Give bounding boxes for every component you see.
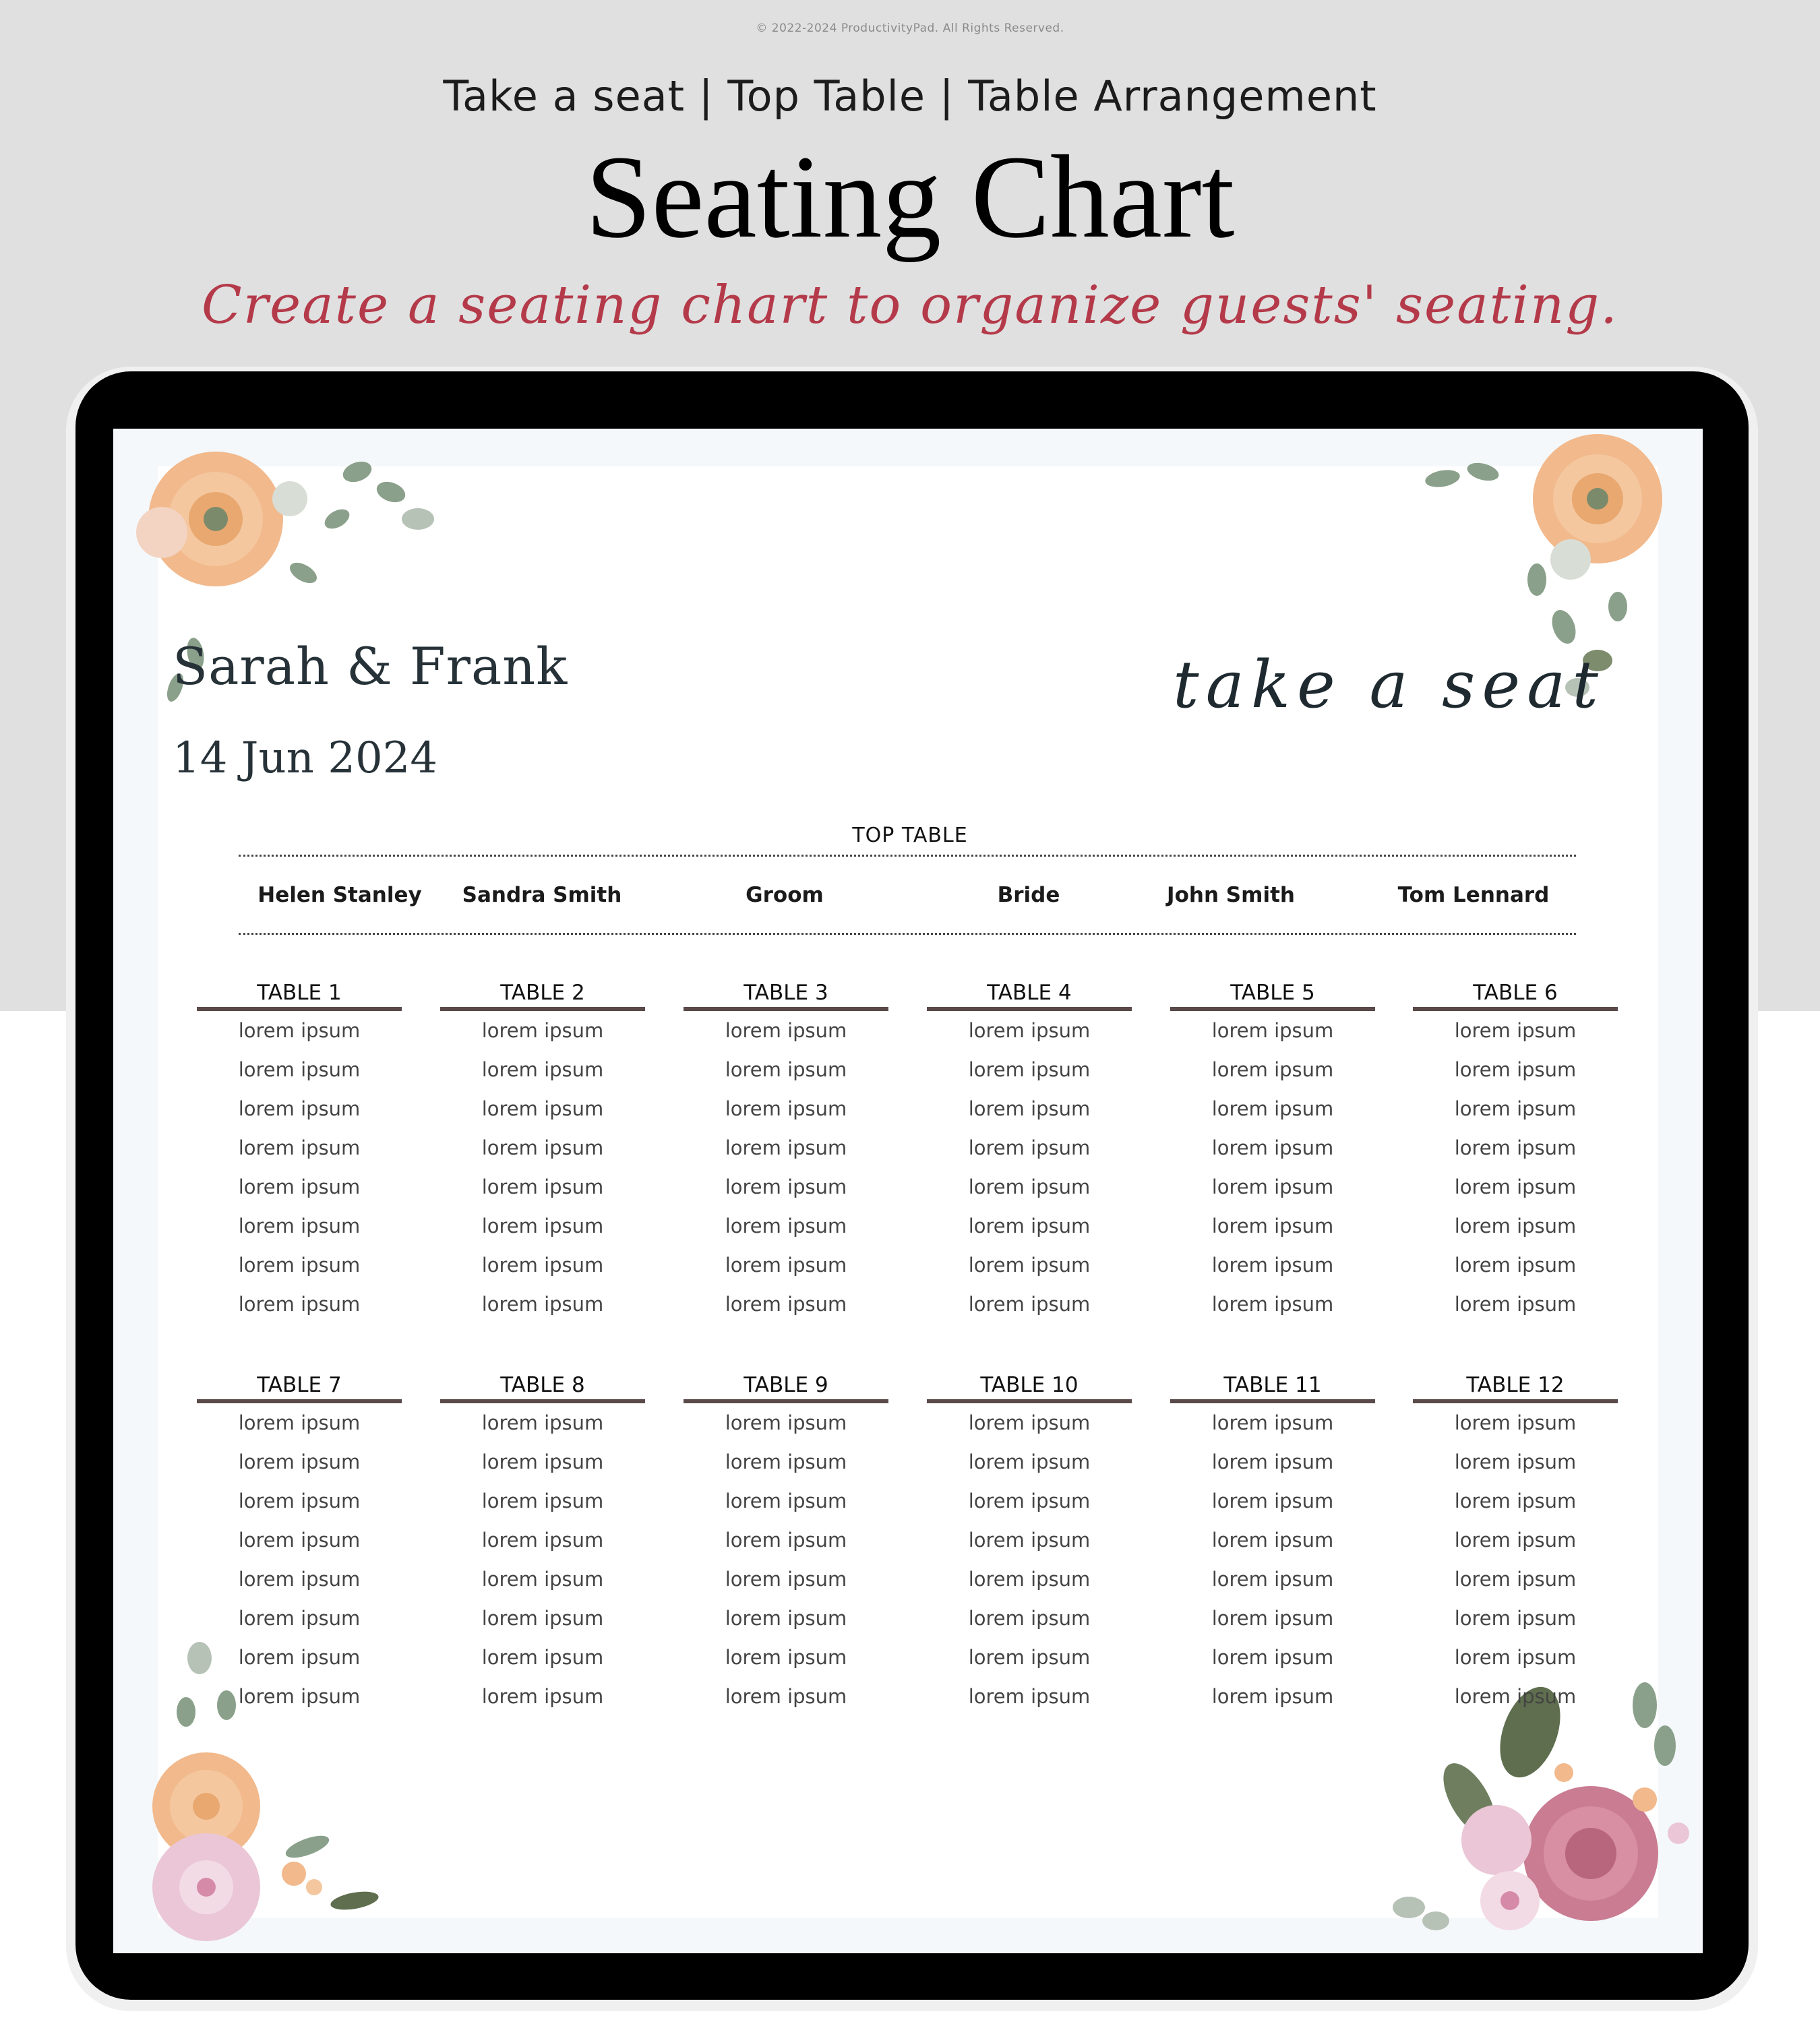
top-table-seat: Sandra Smith	[462, 883, 622, 907]
table-block	[440, 979, 645, 1324]
guest-entry[interactable]: lorem ipsum	[1454, 1490, 1577, 1512]
guest-entry[interactable]: lorem ipsum	[1211, 1685, 1334, 1708]
guest-entry[interactable]: lorem ipsum	[238, 1136, 361, 1159]
guest-entry[interactable]: lorem ipsum	[481, 1254, 604, 1277]
table-heading: TABLE 5	[1170, 979, 1375, 1011]
guest-entry[interactable]: lorem ipsum	[725, 1097, 847, 1120]
guest-entry[interactable]: lorem ipsum	[238, 1058, 361, 1081]
table-heading: TABLE 3	[684, 979, 888, 1011]
top-table-seat: Bride	[997, 883, 1060, 907]
guest-entry[interactable]: lorem ipsum	[968, 1019, 1091, 1042]
table-heading: TABLE 7	[197, 1371, 402, 1403]
table-heading: TABLE 9	[684, 1371, 888, 1403]
guest-entry[interactable]: lorem ipsum	[968, 1293, 1091, 1316]
guest-entry[interactable]: lorem ipsum	[1211, 1529, 1334, 1552]
table-heading: TABLE 6	[1413, 979, 1618, 1011]
guest-entry[interactable]: lorem ipsum	[481, 1411, 604, 1434]
top-table-seat: Helen Stanley	[257, 883, 422, 907]
guest-entry[interactable]: lorem ipsum	[725, 1019, 847, 1042]
guest-entry[interactable]: lorem ipsum	[968, 1097, 1091, 1120]
table-block	[1170, 1371, 1375, 1716]
guest-entry[interactable]: lorem ipsum	[968, 1254, 1091, 1277]
guest-entry[interactable]: lorem ipsum	[1454, 1685, 1577, 1708]
guest-entry[interactable]: lorem ipsum	[1454, 1058, 1577, 1081]
guest-entry[interactable]: lorem ipsum	[1454, 1607, 1577, 1630]
guest-entry[interactable]: lorem ipsum	[968, 1568, 1091, 1591]
guest-entry[interactable]: lorem ipsum	[1454, 1411, 1577, 1434]
guest-entry[interactable]: lorem ipsum	[1454, 1450, 1577, 1473]
table-heading: TABLE 8	[440, 1371, 645, 1403]
table-heading: TABLE 1	[197, 979, 402, 1011]
page-tagline: Create a seating chart to organize guests' seating.	[202, 275, 1618, 336]
guest-entry[interactable]: lorem ipsum	[238, 1293, 361, 1316]
table-heading: TABLE 4	[927, 979, 1132, 1011]
guest-entry[interactable]: lorem ipsum	[1211, 1490, 1334, 1512]
guest-entry[interactable]: lorem ipsum	[725, 1411, 847, 1434]
guest-entry[interactable]: lorem ipsum	[481, 1019, 604, 1042]
guest-entry[interactable]: lorem ipsum	[238, 1215, 361, 1237]
table-block	[1413, 979, 1618, 1324]
top-table-divider-top	[239, 855, 1576, 857]
table-heading: TABLE 2	[440, 979, 645, 1011]
guest-entry[interactable]: lorem ipsum	[725, 1607, 847, 1630]
guest-entry[interactable]: lorem ipsum	[725, 1293, 847, 1316]
guest-entry[interactable]: lorem ipsum	[1211, 1254, 1334, 1277]
guest-entry[interactable]: lorem ipsum	[481, 1529, 604, 1552]
guest-entry[interactable]: lorem ipsum	[725, 1450, 847, 1473]
guest-entry[interactable]: lorem ipsum	[1211, 1607, 1334, 1630]
guest-entry[interactable]: lorem ipsum	[968, 1411, 1091, 1434]
top-table-seat: Tom Lennard	[1397, 883, 1550, 907]
guest-entry[interactable]: lorem ipsum	[1211, 1450, 1334, 1473]
guest-entry[interactable]: lorem ipsum	[238, 1529, 361, 1552]
guest-entry[interactable]: lorem ipsum	[725, 1568, 847, 1591]
guest-entry[interactable]: lorem ipsum	[481, 1136, 604, 1159]
guest-entry[interactable]: lorem ipsum	[481, 1097, 604, 1120]
guest-entry[interactable]: lorem ipsum	[725, 1490, 847, 1512]
guest-entry[interactable]: lorem ipsum	[968, 1646, 1091, 1669]
table-block	[1413, 1371, 1618, 1716]
guest-entry[interactable]: lorem ipsum	[725, 1058, 847, 1081]
guest-entry[interactable]: lorem ipsum	[1211, 1136, 1334, 1159]
guest-entry[interactable]: lorem ipsum	[1454, 1529, 1577, 1552]
guest-entry[interactable]: lorem ipsum	[238, 1411, 361, 1434]
guest-entry[interactable]: lorem ipsum	[725, 1685, 847, 1708]
page-subtitle: Take a seat | Top Table | Table Arrangement	[443, 71, 1377, 121]
guest-entry[interactable]: lorem ipsum	[238, 1175, 361, 1198]
guest-entry[interactable]: lorem ipsum	[1454, 1097, 1577, 1120]
guest-entry[interactable]: lorem ipsum	[968, 1450, 1091, 1473]
guest-entry[interactable]: lorem ipsum	[968, 1175, 1091, 1198]
guest-entry[interactable]: lorem ipsum	[238, 1097, 361, 1120]
guest-entry[interactable]: lorem ipsum	[481, 1450, 604, 1473]
guest-entry[interactable]: lorem ipsum	[1454, 1646, 1577, 1669]
guest-entry[interactable]: lorem ipsum	[481, 1607, 604, 1630]
table-heading: TABLE 11	[1170, 1371, 1375, 1403]
guest-entry[interactable]: lorem ipsum	[1211, 1019, 1334, 1042]
table-block	[927, 979, 1132, 1324]
page-title: Seating Chart	[585, 131, 1235, 263]
table-block	[440, 1371, 645, 1716]
table-block	[927, 1371, 1132, 1716]
copyright-text: © 2022-2024 ProductivityPad. All Rights Reserved.	[756, 22, 1064, 35]
guest-entry[interactable]: lorem ipsum	[968, 1529, 1091, 1552]
guest-entry[interactable]: lorem ipsum	[725, 1529, 847, 1552]
guest-entry[interactable]: lorem ipsum	[481, 1293, 604, 1316]
guest-entry[interactable]: lorem ipsum	[238, 1490, 361, 1512]
table-block	[684, 1371, 888, 1716]
guest-entry[interactable]: lorem ipsum	[481, 1058, 604, 1081]
guest-entry[interactable]: lorem ipsum	[1454, 1215, 1577, 1237]
guest-entry[interactable]: lorem ipsum	[1211, 1215, 1334, 1237]
table-heading: TABLE 12	[1413, 1371, 1618, 1403]
guest-entry[interactable]: lorem ipsum	[968, 1136, 1091, 1159]
guest-entry[interactable]: lorem ipsum	[968, 1490, 1091, 1512]
guest-entry[interactable]: lorem ipsum	[1454, 1175, 1577, 1198]
guest-entry[interactable]: lorem ipsum	[238, 1019, 361, 1042]
guest-entry[interactable]: lorem ipsum	[238, 1607, 361, 1630]
guest-entry[interactable]: lorem ipsum	[1211, 1058, 1334, 1081]
guest-entry[interactable]: lorem ipsum	[968, 1058, 1091, 1081]
table-block	[684, 979, 888, 1324]
guest-entry[interactable]: lorem ipsum	[1454, 1293, 1577, 1316]
guest-entry[interactable]: lorem ipsum	[968, 1215, 1091, 1237]
top-table-seat: Groom	[746, 883, 824, 907]
guest-entry[interactable]: lorem ipsum	[481, 1215, 604, 1237]
guest-entry[interactable]: lorem ipsum	[481, 1175, 604, 1198]
guest-entry[interactable]: lorem ipsum	[1211, 1411, 1334, 1434]
top-table-title: TOP TABLE	[852, 824, 968, 847]
top-table-divider-bottom	[239, 933, 1576, 935]
table-heading: TABLE 10	[927, 1371, 1132, 1403]
guest-entry[interactable]: lorem ipsum	[725, 1646, 847, 1669]
guest-entry[interactable]: lorem ipsum	[725, 1136, 847, 1159]
event-date: 14 Jun 2024	[173, 733, 438, 783]
guest-entry[interactable]: lorem ipsum	[481, 1490, 604, 1512]
guest-entry[interactable]: lorem ipsum	[238, 1450, 361, 1473]
guest-entry[interactable]: lorem ipsum	[725, 1175, 847, 1198]
guest-entry[interactable]: lorem ipsum	[1454, 1254, 1577, 1277]
guest-entry[interactable]: lorem ipsum	[481, 1568, 604, 1591]
guest-entry[interactable]: lorem ipsum	[1211, 1646, 1334, 1669]
guest-entry[interactable]: lorem ipsum	[1454, 1568, 1577, 1591]
table-block	[197, 979, 402, 1324]
guest-entry[interactable]: lorem ipsum	[1211, 1175, 1334, 1198]
guest-entry[interactable]: lorem ipsum	[725, 1254, 847, 1277]
table-block	[1170, 979, 1375, 1324]
table-block	[197, 1371, 402, 1716]
script-heading: take a seat	[1173, 647, 1605, 723]
guest-entry[interactable]: lorem ipsum	[968, 1685, 1091, 1708]
guest-entry[interactable]: lorem ipsum	[1454, 1136, 1577, 1159]
guest-entry[interactable]: lorem ipsum	[481, 1646, 604, 1669]
guest-entry[interactable]: lorem ipsum	[238, 1568, 361, 1591]
guest-entry[interactable]: lorem ipsum	[238, 1646, 361, 1669]
guest-entry[interactable]: lorem ipsum	[481, 1685, 604, 1708]
top-table-seat: John Smith	[1167, 883, 1295, 907]
couple-names: Sarah & Frank	[173, 636, 568, 696]
guest-entry[interactable]: lorem ipsum	[725, 1215, 847, 1237]
guest-entry[interactable]: lorem ipsum	[1211, 1097, 1334, 1120]
guest-entry[interactable]: lorem ipsum	[1211, 1293, 1334, 1316]
guest-entry[interactable]: lorem ipsum	[1454, 1019, 1577, 1042]
guest-entry[interactable]: lorem ipsum	[1211, 1568, 1334, 1591]
guest-entry[interactable]: lorem ipsum	[238, 1254, 361, 1277]
guest-entry[interactable]: lorem ipsum	[968, 1607, 1091, 1630]
guest-entry[interactable]: lorem ipsum	[238, 1685, 361, 1708]
